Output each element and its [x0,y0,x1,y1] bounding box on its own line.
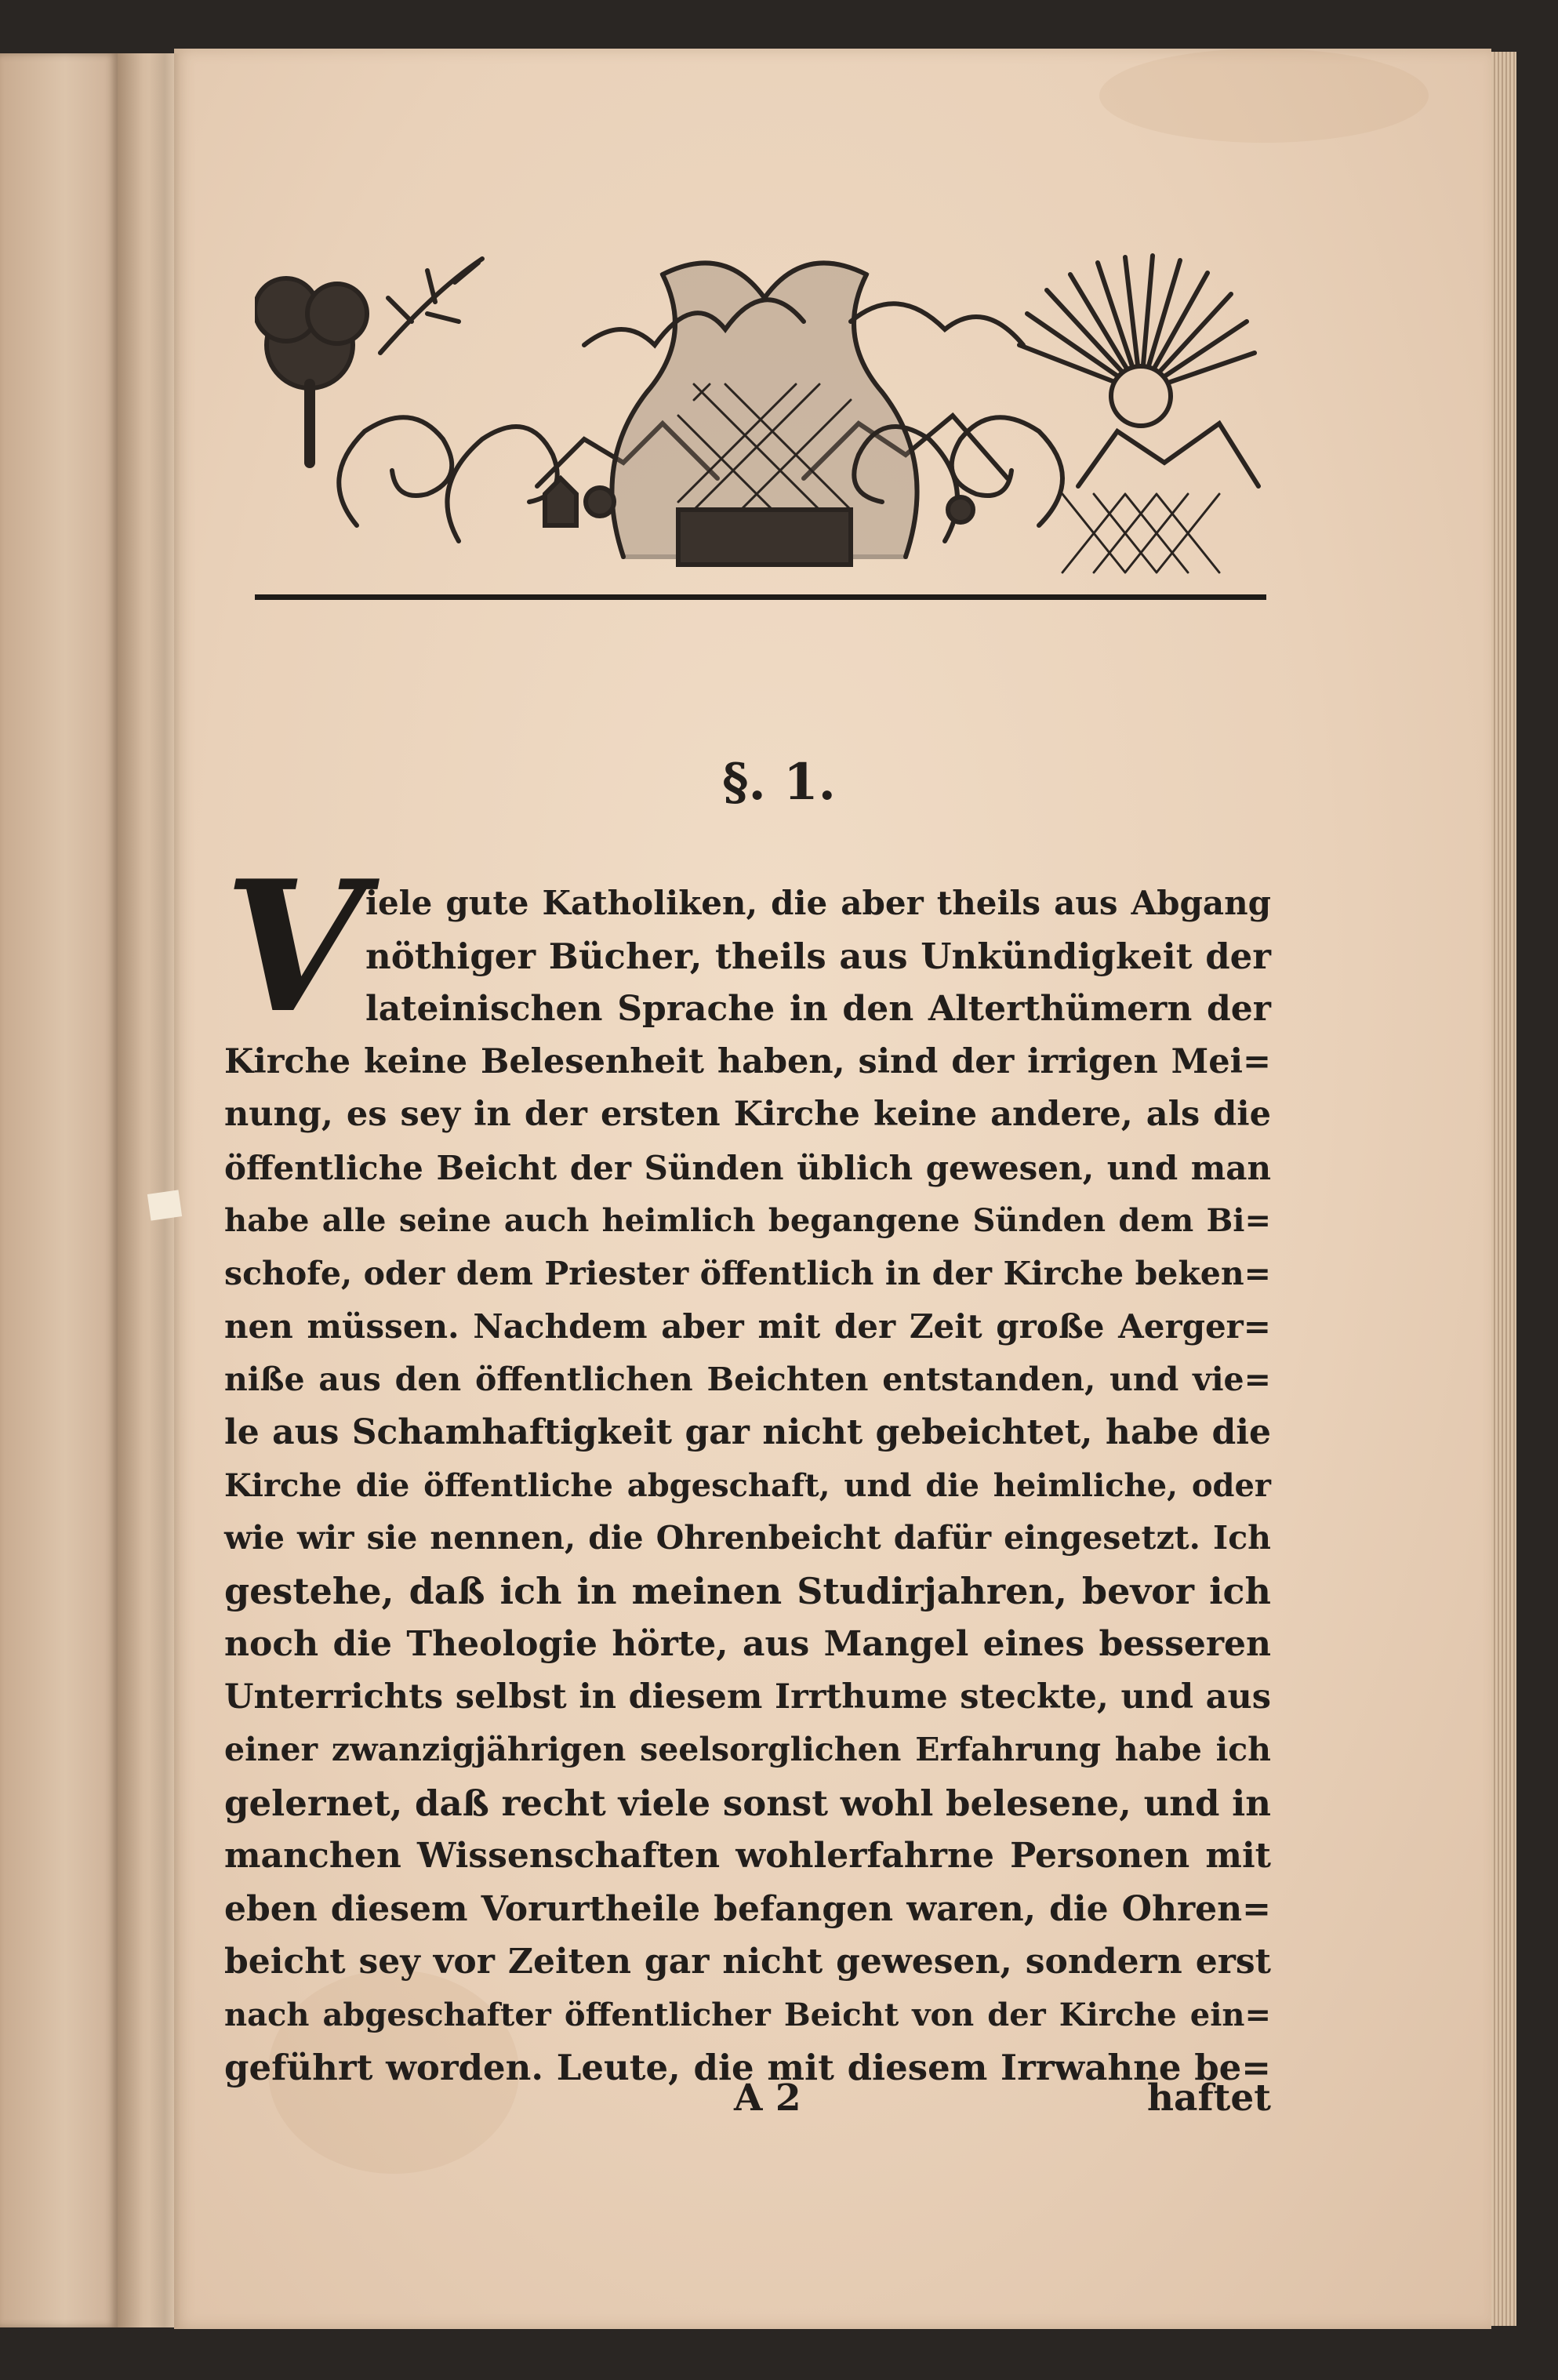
text-line: gelernet, daß recht viele sonst wohl belesene, und in [224,1782,1271,1824]
tree-icon [255,278,367,463]
text-line: nung, es sey in der ersten Kirche keine andere, als die [224,1095,1271,1134]
body-text [224,877,1271,2095]
text-line: schofe, oder dem Priester öffentlich in der Kirche beken= [224,1254,1271,1292]
text-line: nach abgeschafter öffentlicher Beicht von der Kirche ein= [224,1996,1271,2033]
text-line: einer zwanzigjährigen seelsorglichen Erfahrung habe ich [224,1731,1271,1768]
drop-cap-initial: V [224,841,365,1053]
signature-mark: A 2 [734,2077,801,2120]
text-line: niße aus den öffentlichen Beichten entstanden, und vie= [224,1360,1271,1398]
text-line: iele gute Katholiken, die aber theils aus Abgang [365,884,1271,922]
text-line: noch die Theologie hörte, aus Mangel eines besseren [224,1624,1271,1664]
text-line: Unterrichts selbst in diesem Irrthume steckte, und aus [224,1677,1271,1717]
headpiece-ornament [255,227,1274,604]
facing-page-edge [0,53,118,2327]
text-line: wie wir sie nennen, die Ohrenbeicht dafür eingesetzt. Ich [224,1519,1271,1557]
text-line: eben diesem Vorurtheile befangen waren, die Ohren= [224,1888,1271,1929]
sun-icon [1111,366,1171,426]
paper-tab [147,1190,182,1220]
headpiece-rule [255,594,1266,600]
text-line: geführt worden. Leute, die mit diesem Irrwahne be= [224,2047,1271,2088]
text-line: gestehe, daß ich in meinen Studirjahren, bevor ich [224,1569,1271,1612]
section-heading: §. 1. [722,753,836,812]
page-stack-edge [1491,52,1516,2326]
text-line: le aus Schamhaftigkeit gar nicht gebeichtet, habe die [224,1412,1271,1452]
text-line: habe alle seine auch heimlich begangene Sünden dem Bi= [224,1202,1271,1239]
text-line: beicht sey vor Zeiten gar nicht gewesen, sondern erst [224,1942,1271,1982]
text-line: lateinischen Sprache in den Alterthümern der [365,989,1271,1029]
text-line: manchen Wissenschaften wohlerfahrne Personen mit [224,1836,1271,1876]
text-line: nen müssen. Nachdem aber mit der Zeit große Aerger= [224,1307,1271,1346]
page-footer [224,2077,1271,2131]
text-line: Kirche keine Belesenheit haben, sind der irrigen Mei= [224,1041,1271,1081]
text-line: öffentliche Beicht der Sünden üblich gewesen, und man [224,1148,1271,1187]
text-line: nöthiger Bücher, theils aus Unkündigkeit der [365,935,1271,977]
text-line: Kirche die öffentliche abgeschaft, und die heimliche, oder [224,1466,1271,1504]
catchword: haftet [1146,2077,1271,2120]
paper-stain [1099,49,1429,143]
